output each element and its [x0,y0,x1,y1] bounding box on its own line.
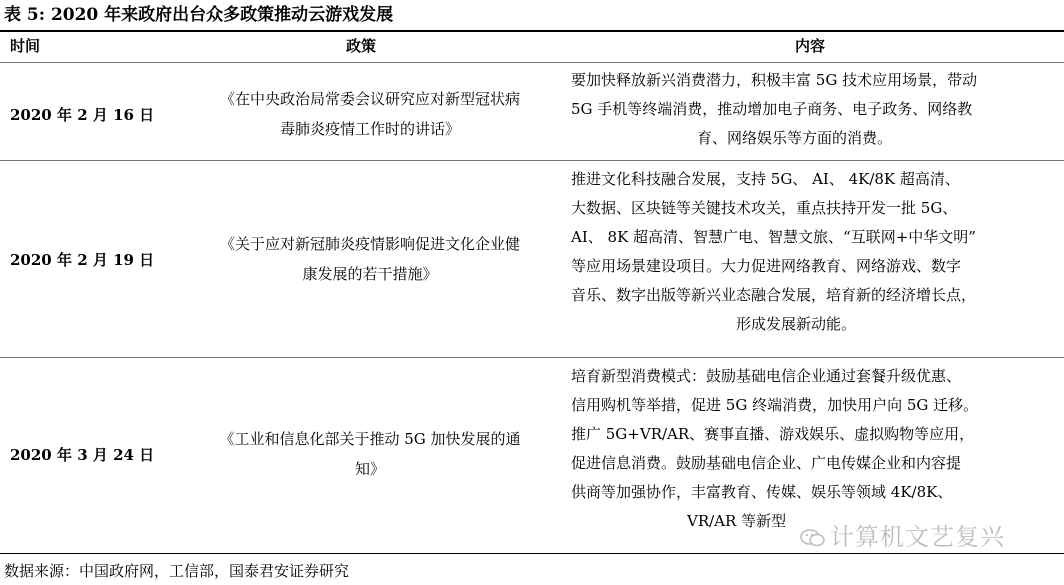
table-title: 表 5: 2020 年来政府出台众多政策推动云游戏发展 [4,5,394,25]
table-top-rule [0,30,1064,32]
watermark [800,520,1005,554]
row-3-content: 培育新型消费模式：鼓励基础电信企业通过套餐升级优惠、 信用购机等举措，促进 5G 终端消费，加快用户向 5G 迁移。 推广 5G+VR/AR、赛事直播、游戏娱乐、虚拟购物等应用， 促进信息消费。鼓励基础电信企业、广电传媒企业和内容提 供商等加强协作，丰富教育、传媒、娱乐等领域 4K/8K、 VR/AR 等新型 [571,367,979,530]
data-source-note: 数据来源：中国政府网，工信部，国泰君安证券研究 [4,562,350,580]
row-2-date: 2020 年 2 月 19 日 [10,251,155,269]
header-time: 时间 [10,37,41,55]
row-3-date: 2020 年 3 月 24 日 [10,446,155,464]
row-2-policy: 《关于应对新冠肺炎疫情影响促进文化企业健 康发展的若干措施》 [219,235,520,283]
header-rule [0,62,1064,63]
row-2-content: 推进文化科技融合发展，支持 5G、 AI、 4K/8K 超高清、 大数据、区块链等关键技术攻关，重点扶持开发一批 5G、 AI、 8K 超高清、智慧广电、智慧文旅、“互联网+中华文明” 等应用场景建设项目。大力促进网络教育、网络游戏、数字 音乐、数字出版等新兴业态融合发展，培育新的经济增长点， 形成发展新动能。 [571,170,977,333]
row-1-rule [0,160,1064,161]
row-2-rule [0,357,1064,358]
watermark-text: 计算机文艺复兴 [830,523,1005,551]
row-1-policy: 《在中央政治局常委会议研究应对新型冠状病 毒肺炎疫情工作时的讲话》 [219,90,520,138]
row-1-date: 2020 年 2 月 16 日 [10,106,155,124]
row-3-policy: 《工业和信息化部关于推动 5G 加快发展的通 知》 [219,430,521,478]
header-content: 内容 [795,37,826,55]
row-1-content: 要加快释放新兴消费潜力，积极丰富 5G 技术应用场景，带动 5G 手机等终端消费，推动增加电子商务、电子政务、网络教 育、网络娱乐等方面的消费。 [571,71,978,147]
wechat-icon [800,528,826,548]
header-policy: 政策 [346,37,377,55]
